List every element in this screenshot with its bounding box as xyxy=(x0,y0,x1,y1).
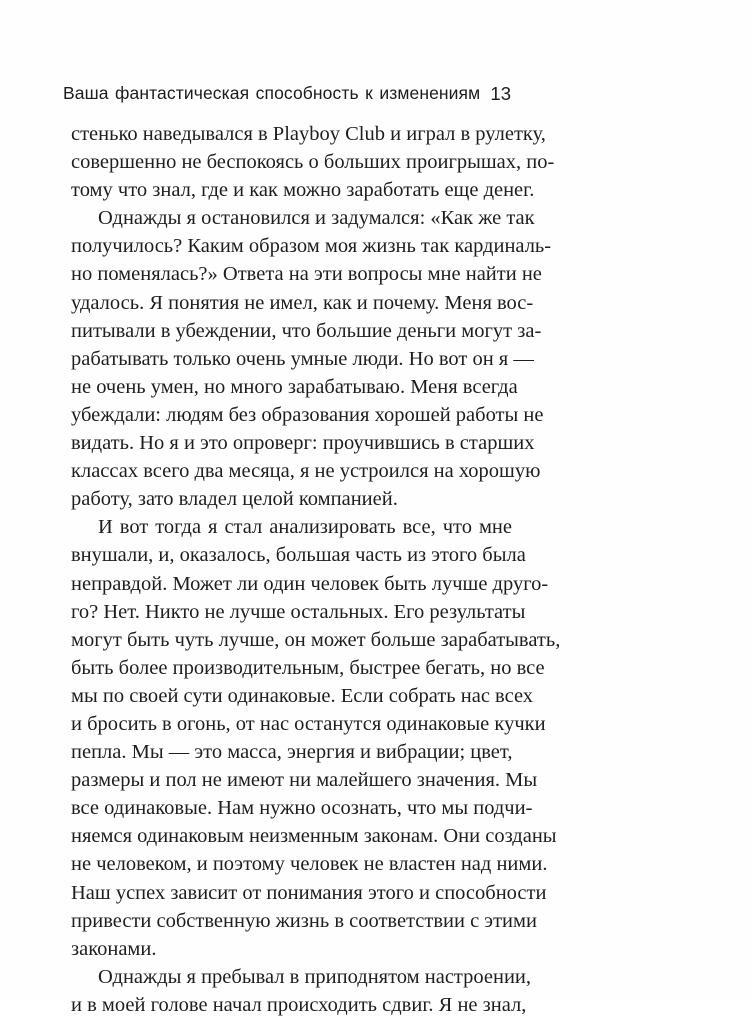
text-line: все одинаковые. Нам нужно осознать, что мы подчи- xyxy=(71,797,533,820)
text-line: не очень умен, но много зарабатываю. Меня всегда xyxy=(71,375,518,398)
text-line: питывали в убеждении, что большие деньги могут за- xyxy=(71,319,542,342)
text-line: законами. xyxy=(71,937,157,960)
running-header xyxy=(63,83,511,109)
text-line: удалось. Я понятия не имел, как и почему. Меня вос- xyxy=(71,291,534,314)
text-line: рабатывать только очень умные люди. Но вот он я — xyxy=(71,347,534,370)
text-line: Однажды я пребывал в приподнятом настроении, xyxy=(98,965,532,988)
text-line: работу, зато владел целой компанией. xyxy=(71,488,398,511)
page-number: 13 xyxy=(490,83,511,104)
text-line: классах всего два месяца, я не устроился на хорошую xyxy=(71,460,541,483)
text-line: внушали, и, оказалось, большая часть из этого была xyxy=(71,544,526,567)
body-text xyxy=(71,120,561,1019)
text-line: и бросить в огонь, от нас останутся одинаковые кучки xyxy=(71,712,546,735)
text-line: го? Нет. Никто не лучше остальных. Его результаты xyxy=(71,600,526,623)
text-line: получилось? Каким образом моя жизнь так кардиналь- xyxy=(71,235,552,258)
text-line: не человеком, и поэтому человек не властен над ними. xyxy=(71,853,548,876)
text-line: няемся одинаковым неизменным законам. Они созданы xyxy=(71,825,557,848)
running-title: Ваша фантастическая способность к изменениям xyxy=(63,83,481,103)
text-line: привести собственную жизнь в соответствии с этими xyxy=(71,909,537,932)
text-line: быть более производительным, быстрее бегать, но все xyxy=(71,656,545,679)
text-line: мы по своей сути одинаковые. Если собрать нас всех xyxy=(71,684,534,707)
text-line: и в моей голове начал происходить сдвиг. Я не знал, xyxy=(71,993,527,1016)
text-line: неправдой. Может ли один человек быть лучше друго- xyxy=(71,572,549,595)
text-line: Однажды я остановился и задумался: «Как же так xyxy=(98,207,535,230)
text-line: совершенно не беспокоясь о больших проигрышах, по- xyxy=(71,151,555,174)
text-line: но поменялась?» Ответа на эти вопросы мне найти не xyxy=(71,263,542,286)
text-line: тому что знал, где и как можно заработать еще денег. xyxy=(71,179,535,202)
text-line: убеждали: людям без образования хорошей работы не xyxy=(71,403,544,426)
text-line: видать. Но я и это опроверг: проучившись в старших xyxy=(71,432,535,455)
text-line: размеры и пол не имеют ни малейшего значения. Мы xyxy=(71,769,538,792)
text-line: И вот тогда я стал анализировать все, что мне xyxy=(98,516,512,539)
text-line: пепла. Мы — это масса, энергия и вибрации; цвет, xyxy=(71,741,513,764)
text-line: могут быть чуть лучше, он может больше зарабатывать, xyxy=(71,628,561,651)
text-line: Наш успех зависит от понимания этого и способности xyxy=(71,881,547,904)
text-line: стенько наведывался в Playboy Club и играл в рулетку, xyxy=(71,123,546,145)
